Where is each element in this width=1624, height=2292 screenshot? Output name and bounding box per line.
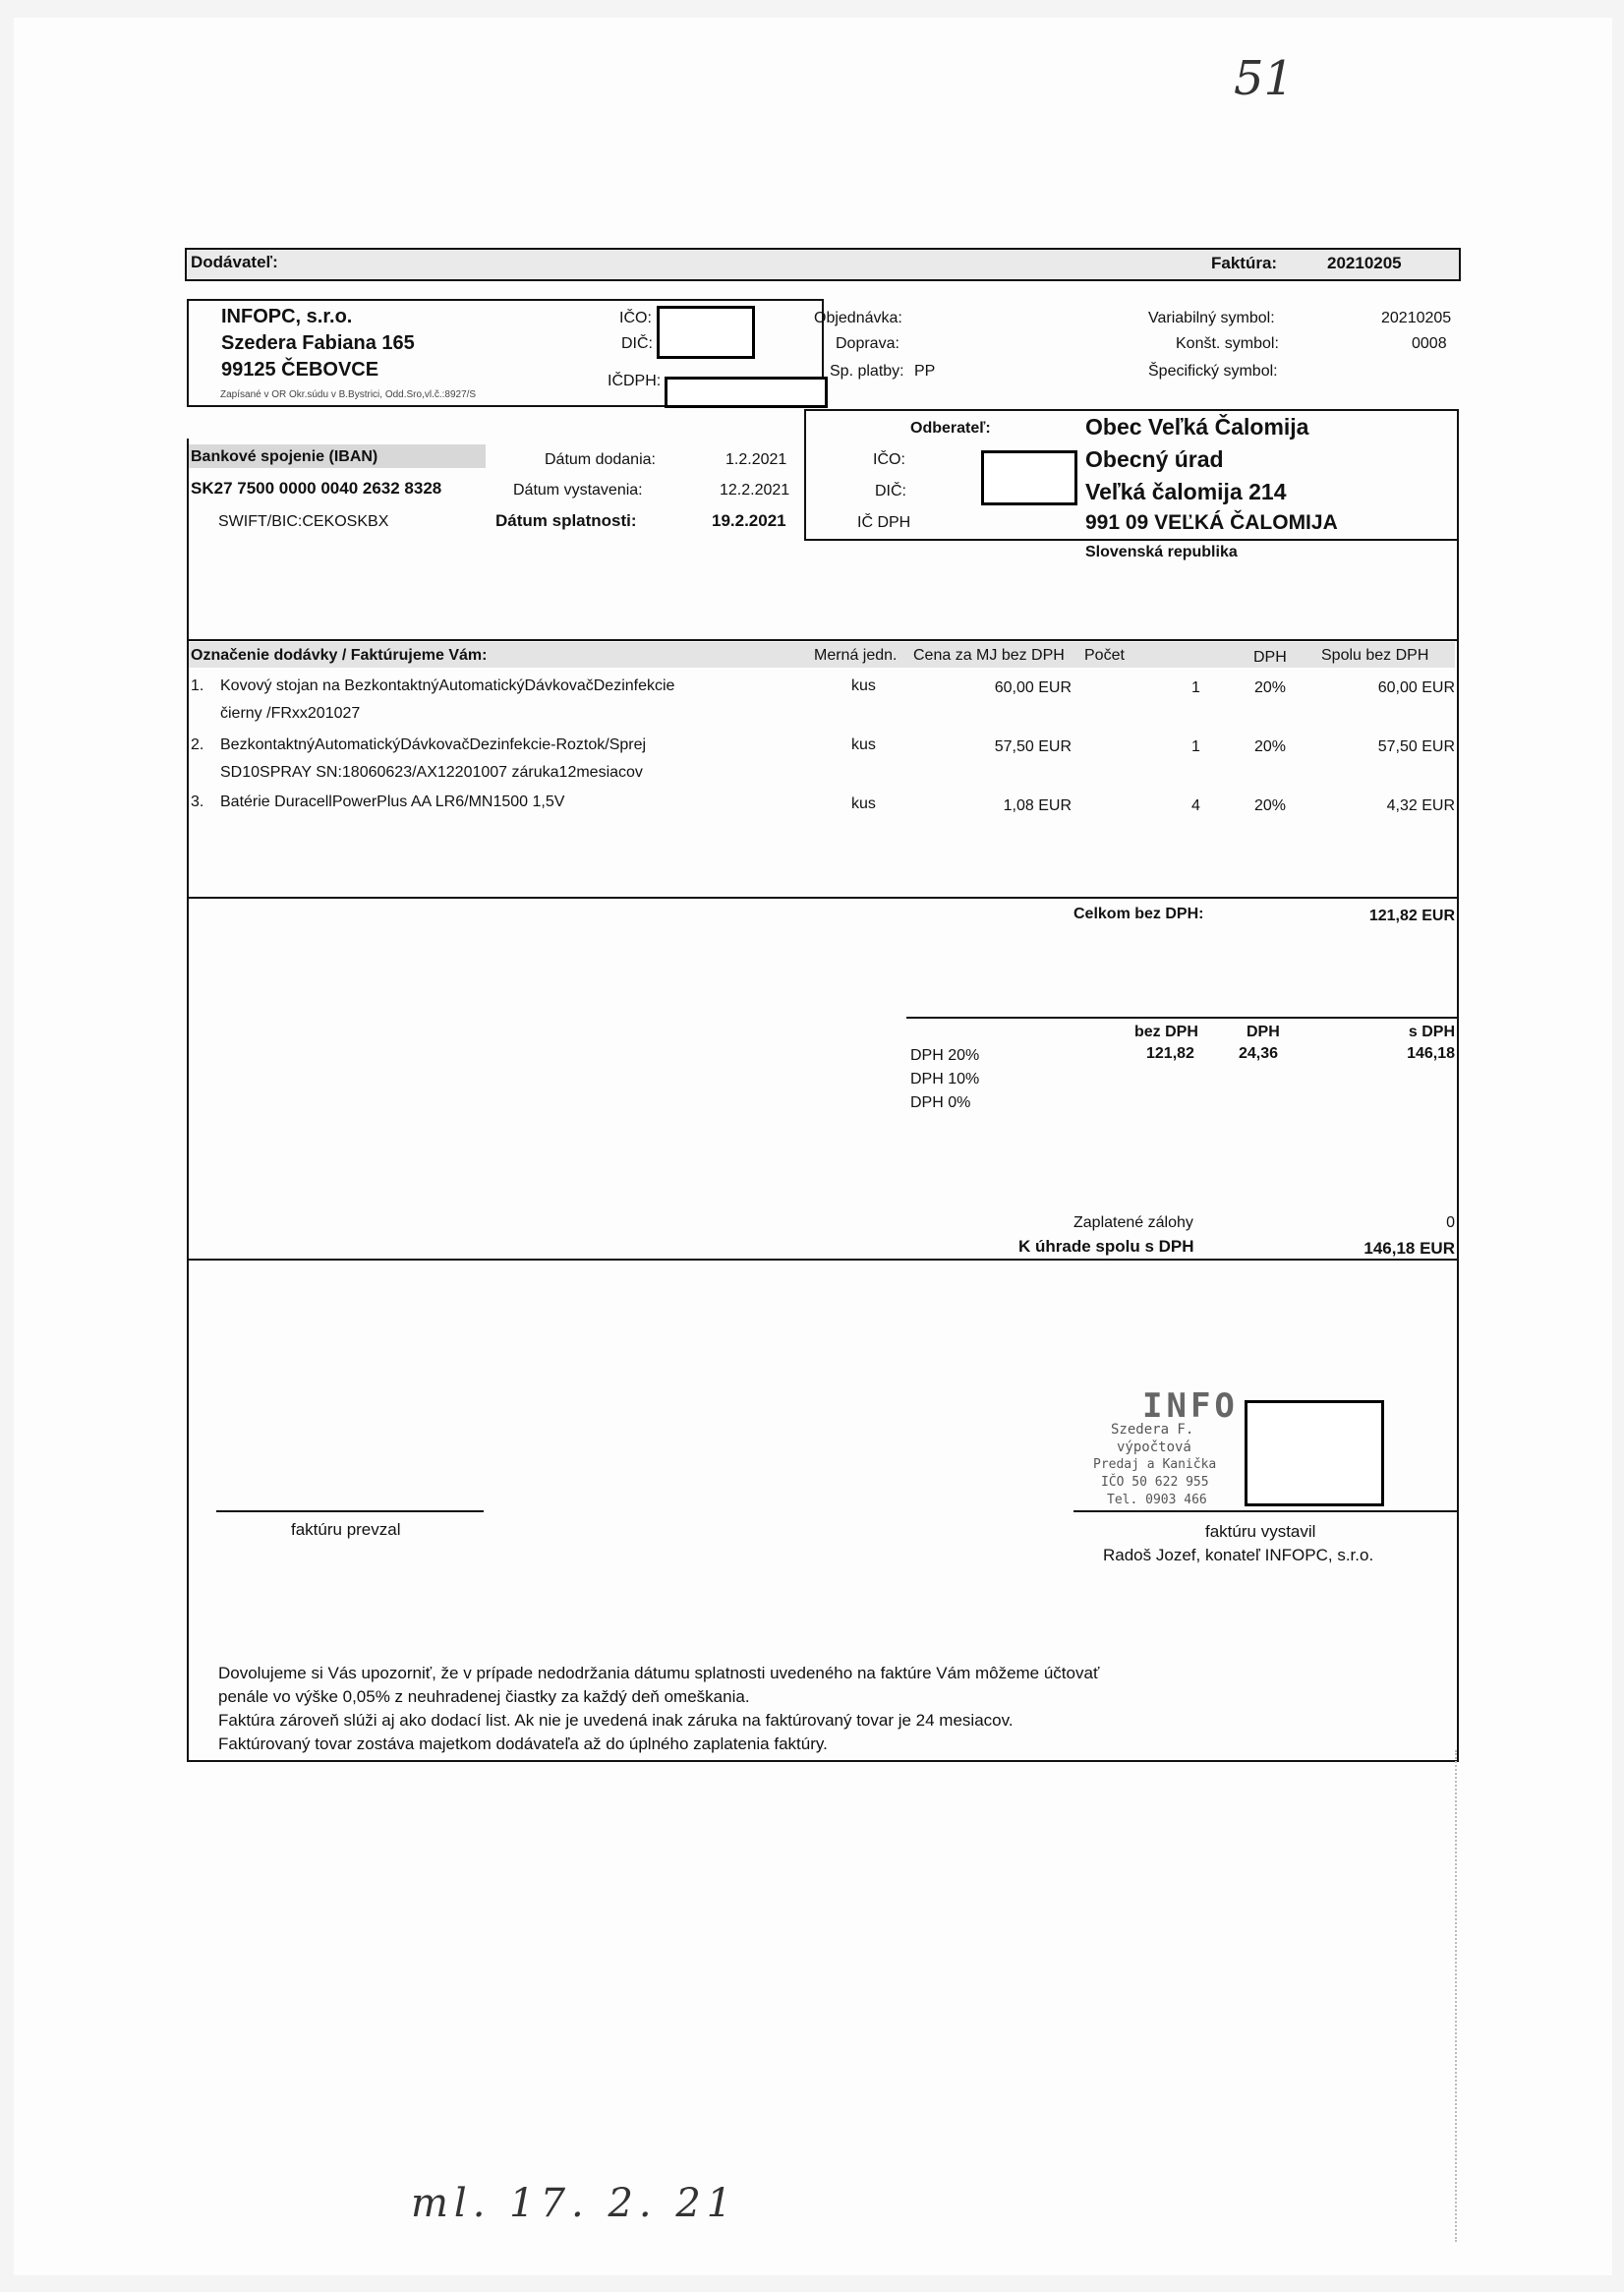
payment-label: Sp. platby: [830,363,904,380]
handwritten-note: ml. 17. 2. 21 [411,2181,738,2226]
redacted-stamp-area [1245,1400,1384,1506]
invoice-label: Faktúra: [1211,254,1278,272]
item-description-line2: SD10SPRAY SN:18060623/AX12201007 záruka12mesiacov [220,764,643,781]
invoice-number: 20210205 [1327,254,1402,272]
redacted-customer-ids [981,450,1077,505]
delivery-date-label: Dátum dodania: [545,451,656,468]
supplier-name: INFOPC, s.r.o. [221,306,353,327]
issued-by-label: faktúru vystavil [1205,1522,1316,1541]
received-by-label: faktúru prevzal [291,1520,401,1539]
order-label: Objednávka: [814,310,902,326]
vat-base-20: 121,82 [1146,1045,1194,1062]
item-number: 3. [191,793,204,810]
advances-label: Zaplatené zálohy [1073,1214,1193,1231]
due-date-label: Dátum splatnosti: [495,511,637,530]
item-vat: 20% [1254,797,1287,814]
item-qty: 1 [1191,679,1200,696]
bank-swift: SWIFT/BIC:CEKOSKBX [218,513,389,530]
redacted-supplier-ico [657,306,755,359]
stamp-title: INFO [1142,1386,1239,1426]
specific-symbol-label: Špecifický symbol: [1148,363,1278,380]
item-total: 57,50 EUR [1377,738,1455,755]
bank-label: Bankové spojenie (IBAN) [191,448,378,465]
item-qty: 1 [1191,738,1200,755]
customer-icdph-label: IČ DPH [857,514,911,531]
amount-due-label: K úhrade spolu s DPH [1018,1237,1194,1256]
customer-city: 991 09 VEĽKÁ ČALOMIJA [1085,511,1338,534]
item-description: Batérie DuracellPowerPlus AA LR6/MN1500 1,5V [220,793,565,810]
item-description: Kovový stojan na BezkontaktnýAutomatickýDávkovačDezinfekcie [220,677,675,694]
customer-country: Slovenská republika [1085,544,1238,560]
transport-label: Doprava: [836,335,899,352]
scan-edge-mark [1455,1750,1459,2242]
advances-value: 0 [1446,1214,1455,1231]
variable-symbol-label: Variabilný symbol: [1148,310,1275,326]
stamp-line: IČO 50 622 955 [1101,1475,1209,1490]
items-header-total: Spolu bez DPH [1321,647,1429,664]
supplier-ico-label: IČO: [619,310,652,326]
item-price: 1,08 EUR [1003,797,1072,814]
items-header-price: Cena za MJ bez DPH [913,647,1065,664]
supplier-registry: Zapísané v OR Okr.súdu v B.Bystrici, Odd.Sro,vl.č.:8927/S [220,389,477,400]
due-date-value: 19.2.2021 [712,511,786,530]
vat-rate-20: DPH 20% [910,1047,980,1064]
item-vat: 20% [1254,679,1287,696]
payment-value: PP [914,363,936,380]
items-header-desc: Označenie dodávky / Faktúrujeme Vám: [191,647,488,664]
item-unit: kus [851,736,876,753]
footer-line-1: Dovolujeme si Vás upozorniť, že v prípade nedodržania dátumu splatnosti uvedeného na faktúre Vám môžeme účtovať [218,1664,1100,1682]
supplier-icdph-label: IČDPH: [608,373,662,389]
item-price: 57,50 EUR [994,738,1072,755]
issue-date-value: 12.2.2021 [720,482,790,499]
constant-symbol-label: Konšt. symbol: [1176,335,1279,352]
item-number: 1. [191,677,204,694]
vat-col-base: bez DPH [1134,1024,1198,1040]
footer-line-3: Faktúra zároveň slúži aj ako dodací list. Ak nie je uvedená inak záruka na faktúrovaný tovar je 24 mesiacov. [218,1711,1014,1730]
item-description-line2: čierny /FRxx201027 [220,705,361,722]
stamp-line: Tel. 0903 466 [1107,1493,1207,1507]
stamp-line: Szedera F. [1111,1422,1194,1438]
stamp-line: výpočtová [1117,1440,1191,1455]
subtotal-label: Celkom bez DPH: [1073,906,1204,922]
delivery-date-value: 1.2.2021 [725,451,787,468]
redacted-supplier-icdph [665,377,828,408]
supplier-street: Szedera Fabiana 165 [221,332,415,354]
customer-office: Obecný úrad [1085,446,1224,472]
item-number: 2. [191,736,204,753]
customer-name: Obec Veľká Čalomija [1085,414,1309,440]
item-description: BezkontaktnýAutomatickýDávkovačDezinfekcie-Roztok/Sprej [220,736,647,753]
item-unit: kus [851,795,876,812]
item-total: 60,00 EUR [1377,679,1455,696]
invoice-sheet [14,18,1612,2275]
item-qty: 4 [1191,797,1200,814]
supplier-city: 99125 ČEBOVCE [221,359,379,381]
items-header-qty: Počet [1084,647,1125,664]
supplier-label: Dodávateľ: [191,253,278,271]
stamp-line: Predaj a Kanička [1093,1457,1217,1472]
items-header-unit: Merná jedn. [814,647,898,664]
vat-col-total: s DPH [1408,1024,1455,1040]
constant-symbol-value: 0008 [1412,335,1447,352]
footer-line-4: Faktúrovaný tovar zostáva majetkom dodávateľa až do úplného zaplatenia faktúry. [218,1734,828,1753]
supplier-dic-label: DIČ: [621,335,653,352]
customer-ico-label: IČO: [873,451,905,468]
amount-due-value: 146,18 EUR [1363,1239,1455,1258]
item-price: 60,00 EUR [994,679,1072,696]
vat-amount-20: 24,36 [1239,1045,1279,1062]
vat-rate-0: DPH 0% [910,1094,971,1111]
vat-rate-10: DPH 10% [910,1071,980,1087]
issue-date-label: Dátum vystavenia: [513,482,643,499]
vat-total-20: 146,18 [1407,1045,1455,1062]
item-unit: kus [851,677,876,694]
handwritten-page-number: 51 [1234,51,1295,106]
customer-label: Odberateľ: [910,420,991,437]
item-total: 4,32 EUR [1386,797,1455,814]
items-header-vat: DPH [1253,649,1287,666]
customer-dic-label: DIČ: [875,483,906,500]
subtotal-value: 121,82 EUR [1368,908,1455,924]
item-vat: 20% [1254,738,1287,755]
variable-symbol-value: 20210205 [1381,310,1452,326]
issuer-name: Radoš Jozef, konateľ INFOPC, s.r.o. [1103,1546,1374,1564]
customer-street: Veľká čalomija 214 [1085,479,1287,504]
bank-iban: SK27 7500 0000 0040 2632 8328 [191,479,442,498]
footer-line-2: penále vo výške 0,05% z neuhradenej čiastky za každý deň omeškania. [218,1687,750,1706]
vat-col-vat: DPH [1247,1024,1280,1040]
